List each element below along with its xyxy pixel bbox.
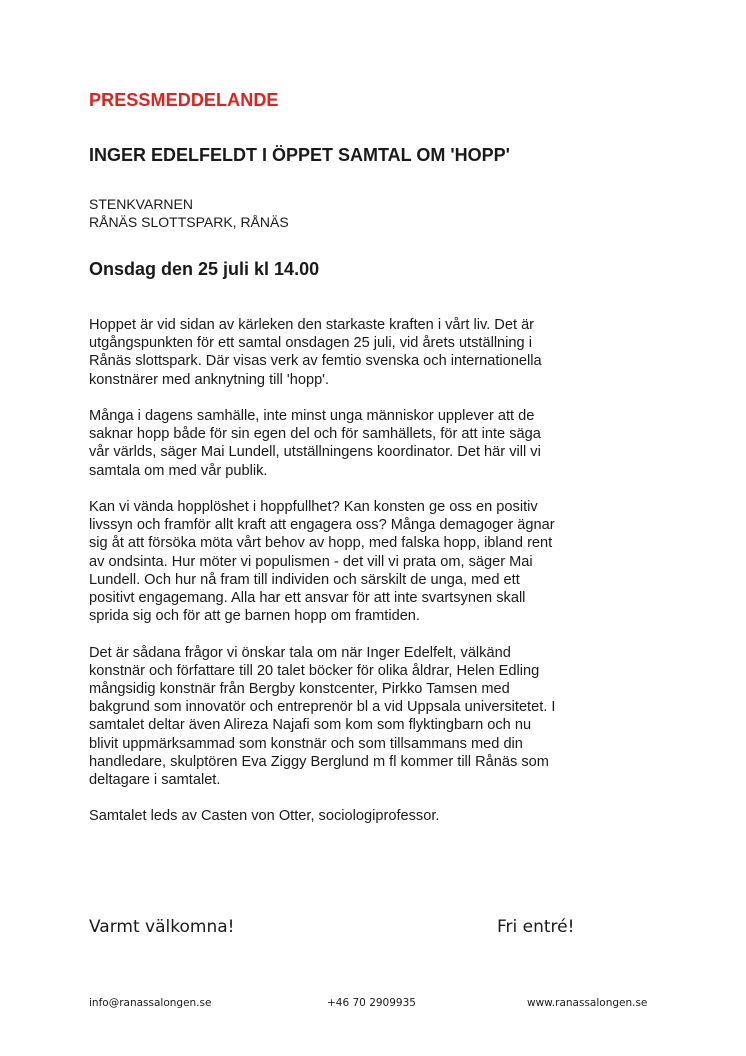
- text-line: konstnärer med anknytning till 'hopp'.: [89, 371, 330, 388]
- text-line: blivit uppmärksammad som konstnär och som tillsammans med din: [89, 735, 523, 752]
- text-line: handledare, skulptören Eva Ziggy Berglund m fl kommer till Rånäs som: [89, 753, 549, 770]
- footer-website-link[interactable]: www.ranassalongen.se: [527, 997, 648, 1009]
- paragraph: [89, 644, 664, 790]
- text-line: Samtalet leds av Casten von Otter, sociologiprofessor.: [89, 808, 440, 825]
- text-line: positivt engagemang. Alla har ett ansvar för att inte svartsynen skall: [89, 590, 526, 607]
- text-line: deltagare i samtalet.: [89, 772, 221, 789]
- text-line: sprida sig och för att ge barnen hopp om framtiden.: [89, 608, 420, 625]
- venue-block: [89, 195, 289, 231]
- text-line: bakgrund som innovatör och entreprenör bl a vid Uppsala universitetet. I: [89, 699, 556, 716]
- paragraph: [89, 407, 664, 480]
- text-line: samtalet deltar även Alireza Najafi som kom som flyktingbarn och nu: [89, 717, 532, 734]
- venue-name: STENKVARNEN: [89, 196, 193, 212]
- paragraph: [89, 498, 664, 625]
- paragraph: [89, 807, 664, 825]
- venue-location: RÅNÄS SLOTTSPARK, RÅNÄS: [89, 214, 289, 230]
- text-line: samtala om med vår publik.: [89, 462, 268, 479]
- text-line: Det är sådana frågor vi önskar tala om när Inger Edelfelt, välkänd: [89, 644, 511, 661]
- text-line: av ondsinta. Hur möter vi populismen - det vill vi prata om, säger Mai: [89, 553, 533, 570]
- admission-text: Fri entré!: [497, 917, 575, 937]
- text-line: livssyn och framför allt kraft att engagera oss? Många demagoger ägnar: [89, 517, 555, 534]
- text-line: Kan vi vända hopplöshet i hoppfullhet? Kan konsten ge oss en positiv: [89, 499, 538, 515]
- paragraph: [89, 316, 664, 389]
- text-line: utgångspunkten för ett samtal onsdagen 25 juli, vid årets utställning i: [89, 335, 532, 352]
- text-line: Rånäs slottspark. Där visas verk av femtio svenska och internationella: [89, 353, 542, 370]
- event-date: Onsdag den 25 juli kl 14.00: [89, 259, 320, 279]
- headline: INGER EDELFELDT I ÖPPET SAMTAL OM 'HOPP': [89, 145, 510, 165]
- footer-email-link[interactable]: info@ranassalongen.se: [89, 997, 212, 1009]
- welcome-text: Varmt välkomna!: [89, 917, 235, 937]
- text-line: Många i dagens samhälle, inte minst unga människor upplever att de: [89, 408, 535, 424]
- press-release-label: PRESSMEDDELANDE: [89, 90, 279, 110]
- text-line: sig åt att försöka möta vårt behov av hopp, med falska hopp, ibland rent: [89, 535, 553, 552]
- text-line: Lundell. Och hur nå fram till individen och särskilt de unga, med ett: [89, 571, 520, 588]
- body-text: [89, 316, 664, 844]
- text-line: vår världs, säger Mai Lundell, utställningens koordinator. Det här vill vi: [89, 444, 541, 461]
- text-line: Hoppet är vid sidan av kärleken den starkaste kraften i vårt liv. Det är: [89, 317, 535, 333]
- text-line: saknar hopp både för sin egen del och för samhällets, för att inte säga: [89, 426, 541, 443]
- text-line: mångsidig konstnär från Bergby konstcenter, Pirkko Tamsen med: [89, 681, 510, 698]
- footer-phone: +46 70 2909935: [327, 997, 416, 1009]
- text-line: konstnär och författare till 20 talet böcker för olika åldrar, Helen Edling: [89, 662, 540, 679]
